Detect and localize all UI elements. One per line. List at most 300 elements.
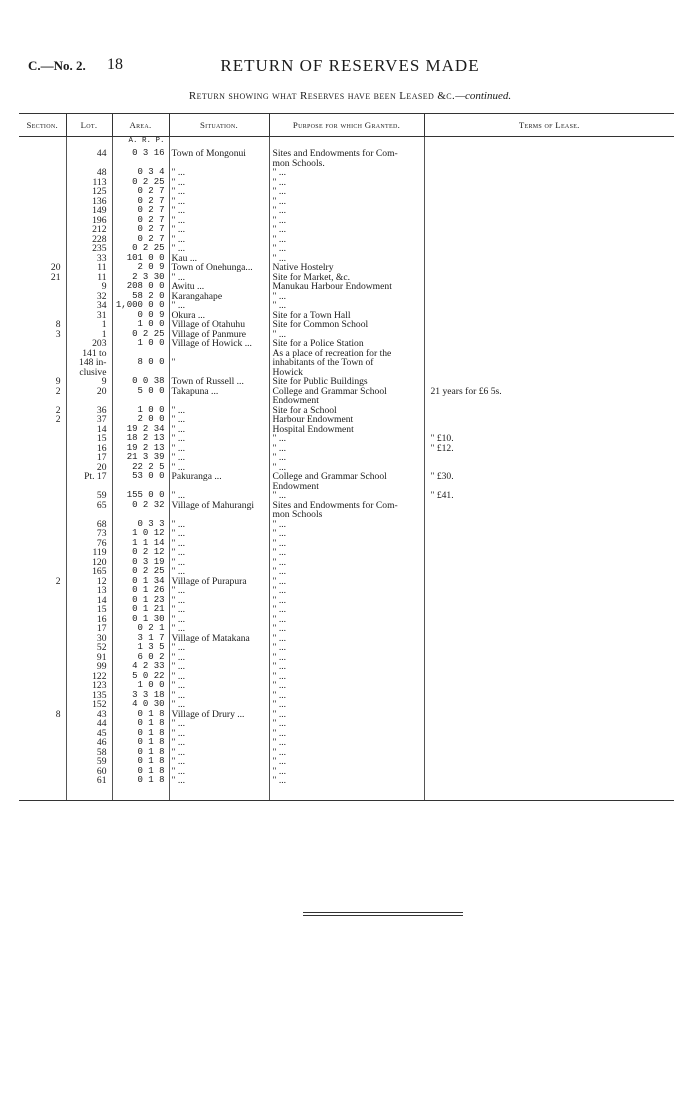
table-row [19, 776, 674, 800]
terms-cell [424, 719, 674, 729]
situation-cell [169, 368, 269, 378]
lot-cell: 16 [66, 444, 112, 454]
purpose-cell: Site for Market, &c. [269, 273, 424, 283]
situation-cell: " ... [169, 776, 269, 800]
situation-cell: " ... [169, 178, 269, 188]
lot-cell [66, 396, 112, 406]
area-cell: 0 3 16 [112, 149, 169, 168]
area-cell: 101 0 0 [112, 254, 169, 264]
purpose-cell: " ... [269, 567, 424, 577]
area-cell: 0 1 34 [112, 577, 169, 587]
section-cell [19, 216, 66, 226]
terms-cell [424, 624, 674, 634]
section-cell [19, 453, 66, 463]
lot-cell: 14 [66, 425, 112, 435]
table-row [19, 672, 674, 682]
table-row [19, 529, 674, 539]
purpose-cell: " ... [269, 700, 424, 710]
table-row [19, 748, 674, 758]
col-header-purpose: Purpose for which Granted. [269, 114, 424, 137]
lot-cell: 11 [66, 273, 112, 283]
terms-cell [424, 501, 674, 511]
table-row [19, 501, 674, 511]
situation-cell: Village of Drury ... [169, 710, 269, 720]
table-row [19, 349, 674, 359]
lot-cell: 123 [66, 681, 112, 691]
terms-cell [424, 567, 674, 577]
area-cell: 0 2 7 [112, 216, 169, 226]
terms-cell [424, 700, 674, 710]
terms-cell [424, 301, 674, 311]
situation-cell: " ... [169, 434, 269, 444]
lot-cell: 149 [66, 206, 112, 216]
lot-cell: 16 [66, 615, 112, 625]
lot-cell: 34 [66, 301, 112, 311]
situation-cell: " ... [169, 216, 269, 226]
table-row [19, 396, 674, 406]
terms-cell [424, 577, 674, 587]
section-cell [19, 444, 66, 454]
col-header-terms: Terms of Lease. [424, 114, 674, 137]
table-row [19, 387, 674, 397]
area-cell: 0 3 19 [112, 558, 169, 568]
area-cell: 0 2 25 [112, 178, 169, 188]
page-title: RETURN OF RESERVES MADE [220, 56, 480, 75]
section-cell [19, 482, 66, 492]
purpose-cell: Site for Public Buildings [269, 377, 424, 387]
purpose-cell: " ... [269, 548, 424, 558]
section-cell [19, 729, 66, 739]
table-row [19, 425, 674, 435]
page-header [0, 52, 700, 82]
situation-cell: " ... [169, 529, 269, 539]
area-cell: 0 2 7 [112, 197, 169, 207]
lot-cell: 136 [66, 197, 112, 207]
table-row [19, 292, 674, 302]
area-cell: 0 2 25 [112, 330, 169, 340]
area-cell [112, 510, 169, 520]
situation-cell: Awitu ... [169, 282, 269, 292]
purpose-cell: Harbour Endowment [269, 415, 424, 425]
terms-cell [424, 406, 674, 416]
purpose-cell: College and Grammar School [269, 472, 424, 482]
area-cell: 0 3 4 [112, 168, 169, 178]
reserves-table [19, 113, 674, 801]
lot-cell: 165 [66, 567, 112, 577]
lot-cell: 31 [66, 311, 112, 321]
section-cell: 20 [50, 263, 61, 273]
lot-cell: 203 [66, 339, 112, 349]
terms-cell [424, 254, 674, 264]
section-cell [19, 282, 66, 292]
situation-cell: " ... [169, 691, 269, 701]
col-header-situation: Situation. [169, 114, 269, 137]
table-row [19, 311, 674, 321]
table-subtitle [0, 90, 700, 102]
section-cell [19, 225, 66, 235]
area-cell: 0 1 8 [112, 719, 169, 729]
table-row [19, 757, 674, 767]
table-row [19, 586, 674, 596]
table-row [19, 482, 674, 492]
lot-cell: clusive [66, 368, 112, 378]
situation-cell: " ... [169, 757, 269, 767]
table-row [19, 634, 674, 644]
section-cell: 2 [55, 386, 61, 396]
situation-cell: " ... [169, 653, 269, 663]
purpose-cell: " ... [269, 681, 424, 691]
terms-cell [424, 767, 674, 777]
area-cell: 5 0 0 [112, 387, 169, 397]
area-cell: 0 2 7 [112, 225, 169, 235]
terms-cell [424, 662, 674, 672]
purpose-cell: " ... [269, 444, 424, 454]
purpose-cell: " ... [269, 539, 424, 549]
purpose-cell: " ... [269, 491, 424, 501]
subtitle-main: Return showing what Reserves have been Leased &c. [188, 90, 456, 102]
terms-cell [424, 320, 674, 330]
area-cell [112, 482, 169, 492]
purpose-cell: " ... [269, 463, 424, 473]
table-row [19, 738, 674, 748]
situation-cell [169, 482, 269, 492]
purpose-cell: " ... [269, 748, 424, 758]
terms-cell [424, 178, 674, 188]
lot-cell: 59 [66, 491, 112, 501]
section-cell [19, 425, 66, 435]
area-cell: 0 2 12 [112, 548, 169, 558]
purpose-cell: Site for a Town Hall [269, 311, 424, 321]
section-cell [19, 719, 66, 729]
table-row [19, 463, 674, 473]
table-row [19, 453, 674, 463]
lot-cell: 141 to [66, 349, 112, 359]
table-row [19, 662, 674, 672]
purpose-cell: Site for Common School [269, 320, 424, 330]
table-row [19, 244, 674, 254]
table-header-row [19, 114, 674, 137]
col-header-area: Area. [112, 114, 169, 137]
purpose-cell: " ... [269, 767, 424, 777]
terms-cell [424, 691, 674, 701]
area-cell: 0 1 23 [112, 596, 169, 606]
situation-cell: " ... [169, 415, 269, 425]
table-row [19, 187, 674, 197]
lot-cell: 125 [66, 187, 112, 197]
situation-cell: " ... [169, 643, 269, 653]
section-cell: 2 [55, 405, 61, 415]
purpose-cell: " ... [269, 558, 424, 568]
situation-cell: Village of Mahurangi [169, 501, 269, 511]
situation-cell: Kau ... [169, 254, 269, 264]
purpose-cell: " ... [269, 225, 424, 235]
lot-cell: 14 [66, 596, 112, 606]
table-row [19, 567, 674, 577]
area-cell: 0 0 9 [112, 311, 169, 321]
terms-cell [424, 634, 674, 644]
section-cell [19, 586, 66, 596]
lot-cell: 58 [66, 748, 112, 758]
situation-cell: " ... [169, 187, 269, 197]
col-header-section: Section. [19, 114, 66, 137]
purpose-cell: " ... [269, 453, 424, 463]
lot-cell: 37 [66, 415, 112, 425]
purpose-cell: " ... [269, 216, 424, 226]
section-cell [19, 168, 66, 178]
lot-cell: 44 [66, 719, 112, 729]
section-cell [19, 748, 66, 758]
area-cell: 0 1 8 [112, 776, 169, 800]
situation-cell: " ... [169, 425, 269, 435]
purpose-cell: Endowment [269, 396, 424, 406]
terms-cell [424, 349, 674, 359]
area-cell: 0 0 38 [112, 377, 169, 387]
table-row [19, 358, 674, 368]
terms-cell [424, 681, 674, 691]
table-row [19, 691, 674, 701]
table-row [19, 510, 674, 520]
table-row [19, 168, 674, 178]
area-cell: 2 0 0 [112, 415, 169, 425]
section-cell [19, 149, 66, 168]
section-cell [19, 472, 66, 482]
lot-cell: 13 [66, 586, 112, 596]
table-row [19, 615, 674, 625]
situation-cell: " ... [169, 738, 269, 748]
purpose-cell: Endowment [269, 482, 424, 492]
area-cell: 0 2 7 [112, 206, 169, 216]
lot-cell: 91 [66, 653, 112, 663]
purpose-cell: " ... [269, 244, 424, 254]
table-row [19, 225, 674, 235]
section-cell: 2 [55, 576, 61, 586]
table-row [19, 539, 674, 549]
purpose-cell: " ... [269, 178, 424, 188]
terms-cell: " £41. [424, 491, 674, 501]
table-row [19, 263, 674, 273]
situation-cell: " ... [169, 719, 269, 729]
situation-cell: " ... [169, 624, 269, 634]
terms-cell [424, 520, 674, 530]
situation-cell: Village of Otahuhu [169, 320, 269, 330]
purpose-cell: " ... [269, 719, 424, 729]
purpose-cell: " ... [269, 254, 424, 264]
table-row [19, 596, 674, 606]
purpose-cell: " ... [269, 757, 424, 767]
purpose-cell: " ... [269, 624, 424, 634]
terms-cell [424, 358, 674, 368]
area-cell: 0 1 8 [112, 748, 169, 758]
purpose-cell: " ... [269, 596, 424, 606]
purpose-cell: " ... [269, 776, 424, 800]
lot-cell: 9 [66, 282, 112, 292]
situation-cell: " ... [169, 520, 269, 530]
terms-cell: " £30. [424, 472, 674, 482]
terms-cell [424, 396, 674, 406]
lot-cell: 20 [66, 387, 112, 397]
purpose-cell: Howick [269, 368, 424, 378]
lot-cell [66, 482, 112, 492]
document-reference: C.—No. 2. [28, 58, 86, 73]
area-cell: 0 2 25 [112, 244, 169, 254]
table-row [19, 282, 674, 292]
purpose-cell: As a place of recreation for the [269, 349, 424, 359]
situation-cell [169, 510, 269, 520]
purpose-cell: " ... [269, 605, 424, 615]
situation-cell: " ... [169, 406, 269, 416]
section-cell [19, 510, 66, 520]
section-cell [19, 757, 66, 767]
terms-cell [424, 235, 674, 245]
situation-cell: " ... [169, 197, 269, 207]
table-row [19, 434, 674, 444]
lot-cell: 76 [66, 539, 112, 549]
area-cell: 0 2 7 [112, 235, 169, 245]
lot-cell: 148 in- [66, 358, 112, 368]
lot-cell: 11 [66, 263, 112, 273]
terms-cell [424, 586, 674, 596]
terms-cell [424, 292, 674, 302]
terms-cell [424, 339, 674, 349]
area-cell: 0 2 25 [112, 567, 169, 577]
section-cell [19, 501, 66, 511]
section-cell [19, 548, 66, 558]
terms-cell [424, 425, 674, 435]
situation-cell: Village of Panmure [169, 330, 269, 340]
purpose-cell: Site for a Police Station [269, 339, 424, 349]
situation-cell: Okura ... [169, 311, 269, 321]
area-cell: 3 1 7 [112, 634, 169, 644]
area-cell [112, 368, 169, 378]
terms-cell [424, 244, 674, 254]
section-cell [19, 254, 66, 264]
section-cell [19, 653, 66, 663]
area-cell: 2 3 30 [112, 273, 169, 283]
purpose-cell: " ... [269, 187, 424, 197]
area-cell: 2 0 9 [112, 263, 169, 273]
lot-cell: 122 [66, 672, 112, 682]
area-cell: 8 0 0 [112, 358, 169, 368]
table-row [19, 216, 674, 226]
purpose-cell: Manukau Harbour Endowment [269, 282, 424, 292]
area-cell: 0 1 26 [112, 586, 169, 596]
area-cell: 58 2 0 [112, 292, 169, 302]
section-cell [19, 558, 66, 568]
lot-cell: 30 [66, 634, 112, 644]
section-cell [19, 339, 66, 349]
situation-cell: " ... [169, 729, 269, 739]
table-row [19, 197, 674, 207]
situation-cell: Takapuna ... [169, 387, 269, 397]
lot-cell: 212 [66, 225, 112, 235]
situation-cell: " ... [169, 615, 269, 625]
lot-cell: 99 [66, 662, 112, 672]
situation-cell: " ... [169, 444, 269, 454]
section-cell: 3 [55, 329, 61, 339]
table-row [19, 624, 674, 634]
terms-cell [424, 463, 674, 473]
lot-cell: 52 [66, 643, 112, 653]
terms-cell: " £12. [424, 444, 674, 454]
lot-cell: 45 [66, 729, 112, 739]
area-cell: 0 2 32 [112, 501, 169, 511]
lot-cell: 113 [66, 178, 112, 188]
terms-cell [424, 738, 674, 748]
situation-cell: " ... [169, 206, 269, 216]
purpose-cell: " ... [269, 235, 424, 245]
lot-cell: 15 [66, 434, 112, 444]
subtitle-suffix: —continued. [455, 90, 512, 102]
section-cell [19, 605, 66, 615]
lot-cell: 48 [66, 168, 112, 178]
terms-cell [424, 168, 674, 178]
situation-cell: " ... [169, 748, 269, 758]
area-cell [112, 349, 169, 359]
section-cell [19, 520, 66, 530]
table-spacer-row [19, 137, 674, 150]
situation-cell: " ... [169, 662, 269, 672]
lot-cell: 135 [66, 691, 112, 701]
terms-cell [424, 757, 674, 767]
section-cell [19, 187, 66, 197]
purpose-cell: Hospital Endowment [269, 425, 424, 435]
area-cell: 1 3 5 [112, 643, 169, 653]
terms-cell: " £10. [424, 434, 674, 444]
lot-cell: 152 [66, 700, 112, 710]
terms-cell [424, 197, 674, 207]
area-cell: 0 1 8 [112, 710, 169, 720]
table-row [19, 643, 674, 653]
section-cell: 21 [50, 272, 61, 282]
purpose-cell: " ... [269, 577, 424, 587]
section-cell [19, 662, 66, 672]
terms-cell [424, 311, 674, 321]
purpose-cell: " ... [269, 197, 424, 207]
section-cell [19, 567, 66, 577]
area-cell: 0 1 21 [112, 605, 169, 615]
area-cell: 1 0 0 [112, 406, 169, 416]
purpose-cell: " ... [269, 520, 424, 530]
lot-cell: 33 [66, 254, 112, 264]
situation-cell: Village of Purapura [169, 577, 269, 587]
lot-cell: 15 [66, 605, 112, 615]
lot-cell [66, 510, 112, 520]
section-cell [19, 178, 66, 188]
table-row [19, 491, 674, 501]
terms-cell [424, 605, 674, 615]
section-cell [19, 311, 66, 321]
situation-cell: " ... [169, 596, 269, 606]
situation-cell: " ... [169, 605, 269, 615]
section-cell [19, 615, 66, 625]
terms-cell [424, 748, 674, 758]
section-cell [19, 349, 66, 359]
situation-cell: " ... [169, 244, 269, 254]
section-cell [19, 434, 66, 444]
section-cell [19, 491, 66, 501]
area-cell: 1,000 0 0 [112, 301, 169, 311]
table-row [19, 206, 674, 216]
terms-cell [424, 558, 674, 568]
area-cell: 1 1 14 [112, 539, 169, 549]
area-cell: 208 0 0 [112, 282, 169, 292]
lot-cell: 73 [66, 529, 112, 539]
lot-cell: 119 [66, 548, 112, 558]
purpose-cell: " ... [269, 434, 424, 444]
table-row [19, 254, 674, 264]
section-cell: 9 [55, 377, 61, 387]
table-row [19, 767, 674, 777]
